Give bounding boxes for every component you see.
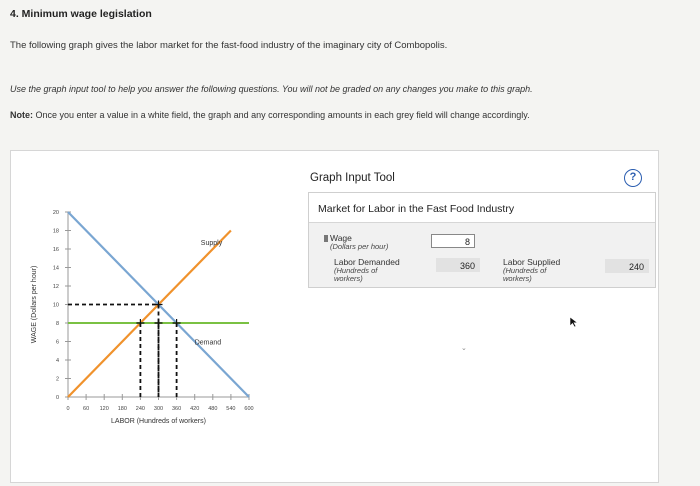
x-tick-label: 480: [208, 406, 218, 412]
x-tick-label: 60: [83, 406, 90, 412]
labor-supplied-sub-2: workers): [503, 274, 532, 283]
graph-input-tool-title: Graph Input Tool: [310, 172, 395, 184]
x-tick-label: 540: [226, 406, 236, 412]
y-tick-label: 18: [52, 228, 59, 235]
labor-demanded-label: Labor Demanded: [334, 257, 400, 267]
labor-market-graph[interactable]: [11, 151, 308, 482]
demand-label: Demand: [194, 339, 222, 347]
x-axis-label: LABOR (Hundreds of workers): [111, 418, 206, 425]
question-title: 4. Minimum wage legislation: [10, 8, 152, 20]
wage-point: [155, 319, 163, 327]
x-tick-label: 360: [172, 406, 182, 412]
help-icon[interactable]: ?: [624, 169, 642, 187]
x-tick-label: 120: [99, 406, 109, 412]
y-tick-label: 6: [55, 339, 59, 346]
x-tick-label: 300: [153, 406, 164, 412]
tool-header: [309, 193, 655, 223]
y-tick-label: 12: [52, 284, 59, 290]
wage-input[interactable]: 8: [431, 234, 475, 248]
labor-demanded-sub-1: (Hundreds of: [334, 266, 378, 275]
x-tick-label: 600: [244, 406, 254, 412]
labor-demanded-value: 360: [436, 258, 480, 272]
x-tick-label: 0: [66, 406, 70, 412]
labor-supplied-label-group: [503, 258, 560, 283]
question-note: [10, 110, 530, 120]
y-tick-label: 10: [52, 302, 59, 309]
labor-demanded-label-group: [334, 258, 400, 283]
y-tick-label: 2: [55, 376, 59, 383]
y-tick-label: 8: [55, 321, 59, 327]
y-tick-label: 4: [55, 358, 59, 364]
labor-supplied-value: 240: [605, 259, 649, 273]
market-label: Market for Labor in the Fast Food Industry: [318, 203, 515, 215]
y-tick-label: 0: [55, 395, 59, 401]
labor-supplied-sub-1: (Hundreds of: [503, 266, 547, 275]
caret-down-icon: ⌄: [461, 345, 467, 352]
y-tick-label: 16: [52, 247, 59, 253]
y-axis-label: WAGE (Dollars per hour): [31, 265, 38, 344]
graph-panel: [10, 150, 659, 483]
y-tick-label: 20: [52, 210, 59, 216]
note-label: Note:: [10, 110, 33, 120]
question-intro: The following graph gives the labor market for the fast-food industry of the imaginary city of Combopolis.: [10, 40, 448, 51]
graph-input-tool-box: [308, 192, 656, 288]
y-tick-label: 14: [52, 265, 59, 272]
wage-label: Wage: [330, 233, 352, 243]
x-tick-label: 420: [190, 406, 200, 412]
wage-label-group: [324, 234, 388, 251]
wage-sub-label: (Dollars per hour): [330, 242, 389, 251]
supply-label: Supply: [200, 240, 223, 247]
x-tick-label: 180: [117, 406, 127, 412]
labor-demanded-sub-2: workers): [334, 274, 363, 283]
note-text: Once you enter a value in a white field, the graph and any corresponding amounts in each grey field will change accordingly.: [33, 110, 530, 120]
wage-marker-icon: [324, 235, 328, 242]
labor-supplied-label: Labor Supplied: [503, 257, 561, 267]
mouse-pointer-icon: [569, 316, 579, 328]
question-instructions: Use the graph input tool to help you answer the following questions. You will not be graded on any changes you make to this graph.: [10, 84, 533, 94]
supply-curve: [68, 231, 231, 398]
x-tick-label: 240: [135, 406, 145, 412]
